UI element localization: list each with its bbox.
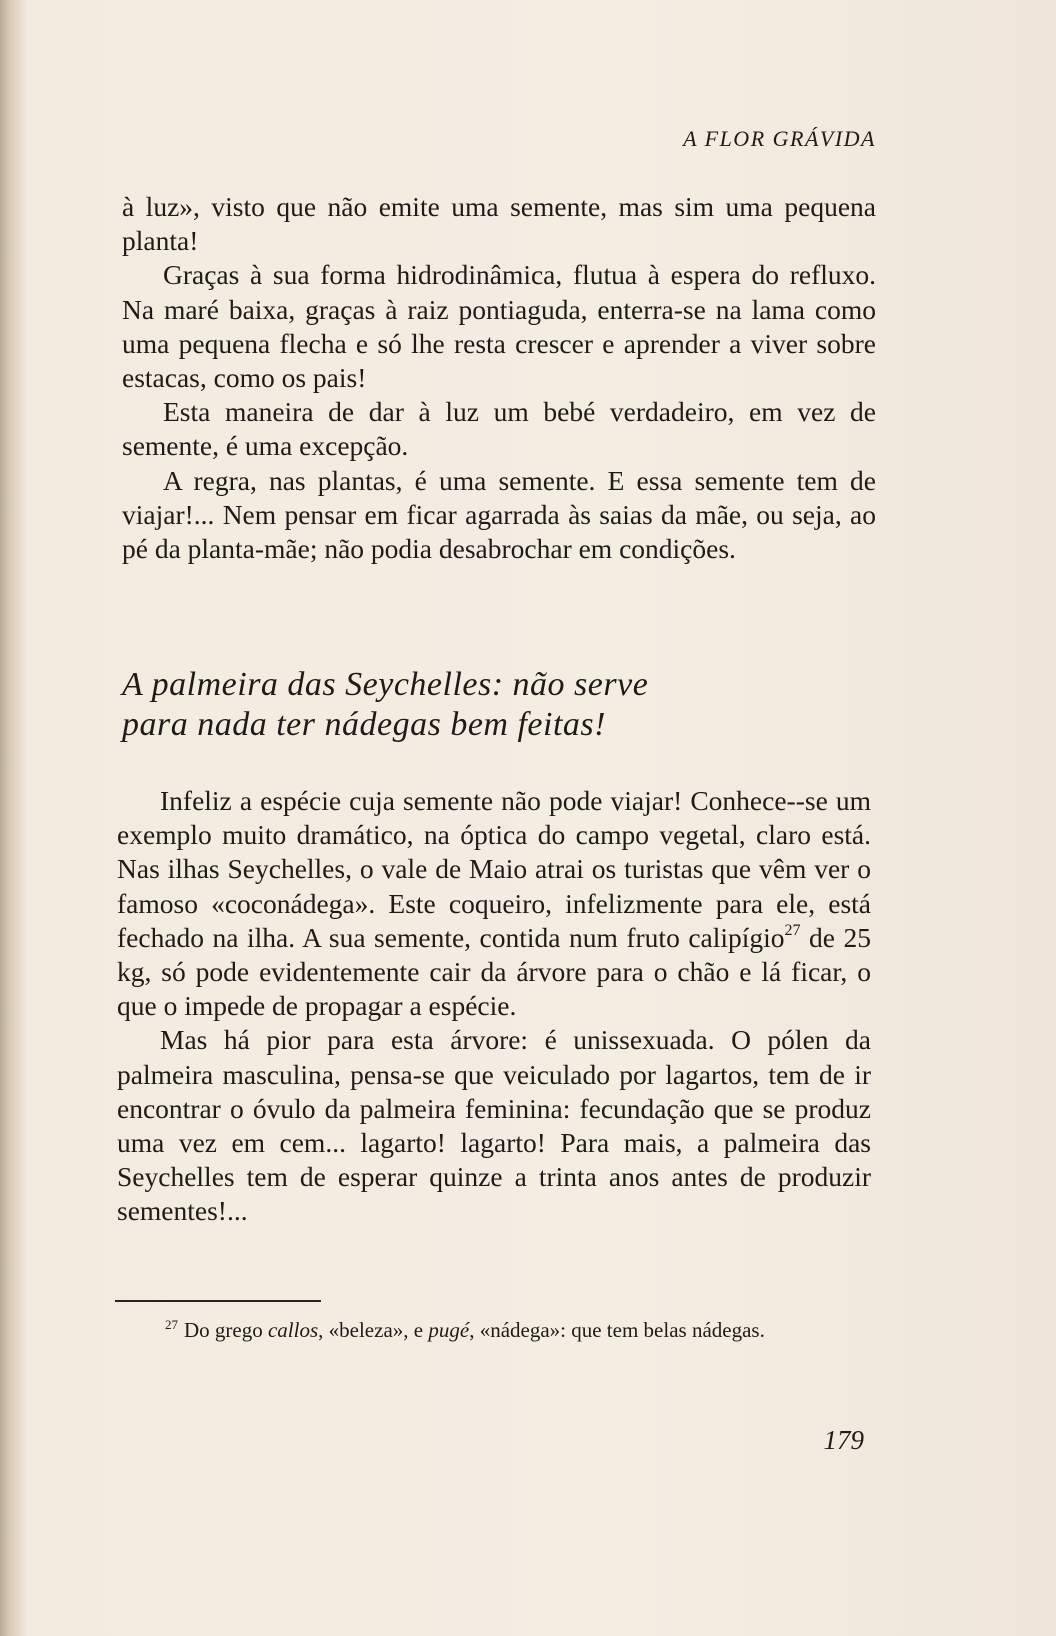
section-title-line-1: A palmeira das Seychelles: não serve [122, 666, 649, 703]
footnote-text-c: , «nádega»: que tem belas nádegas. [469, 1318, 765, 1342]
page-number: 179 [823, 1425, 864, 1455]
footnote [115, 1315, 865, 1346]
section-title-line-2: para nada ter nádegas bem feitas! [122, 706, 606, 743]
section-paragraph-1-part-a: Infeliz a espécie cuja semente não pode viajar! Conhece--se um exemplo muito dramático, na óptica do campo vegetal, claro está. Nas ilhas Seychelles, o vale de Maio atrai os turistas que vêm ver o famoso «coconádega». Este coqueiro, infelizmente para ele, está fechado na ilha. A sua semente, contida num fruto calipígio [117, 785, 871, 953]
running-head: A FLOR GRÁVIDA [683, 126, 876, 151]
footnote-term-puge: pugé [428, 1318, 470, 1342]
section-paragraph-1-part-b: de 25 kg, só pode evidentemente cair da árvore para o chão e lá ficar, o que o impede de propagar a espécie. [117, 921, 871, 1022]
section-paragraph-2: Mas há pior para esta árvore: é unissexuada. O pólen da palmeira masculina, pensa-se que veiculado por lagartos, tem de ir encontrar o óvulo da palmeira feminina: fecundação que se produz uma vez em cem... lagarto! lagarto! Para mais, a palmeira das Seychelles tem de esperar quinze a trinta anos antes de produzir sementes!... [117, 1024, 871, 1227]
spine-shadow [0, 0, 26, 1636]
footnote-text-a: Do grego [184, 1318, 268, 1342]
section-paragraph-1 [117, 784, 871, 1023]
section-title [122, 665, 822, 745]
paragraph-1: à luz», visto que não emite uma semente, mas sim uma pequena planta! [122, 191, 876, 257]
footnote-text-b: , «beleza», e [318, 1318, 429, 1342]
paragraph-4: A regra, nas plantas, é uma semente. E essa semente tem de viajar!... Nem pensar em ficar agarrada às saias da mãe, ou seja, ao pé da planta-mãe; não podia desabrochar em condições. [122, 464, 876, 565]
footnote-reference: 27 [784, 921, 801, 939]
footnote-rule [115, 1300, 321, 1302]
paragraph-2: Graças à sua forma hidrodinâmica, flutua à espera do refluxo. Na maré baixa, graças à raiz pontiaguda, enterra-se na lama como uma pequena flecha e só lhe resta crescer e aprender a viver sobre estacas, como os pais! [122, 259, 876, 394]
footnote-term-callos: callos [267, 1318, 319, 1342]
section-body [117, 784, 871, 1229]
footnote-number: 27 [165, 1317, 178, 1332]
paragraph-3: Esta maneira de dar à luz um bebé verdadeiro, em vez de semente, é uma excepção. [122, 396, 876, 462]
top-text-block [122, 190, 876, 566]
